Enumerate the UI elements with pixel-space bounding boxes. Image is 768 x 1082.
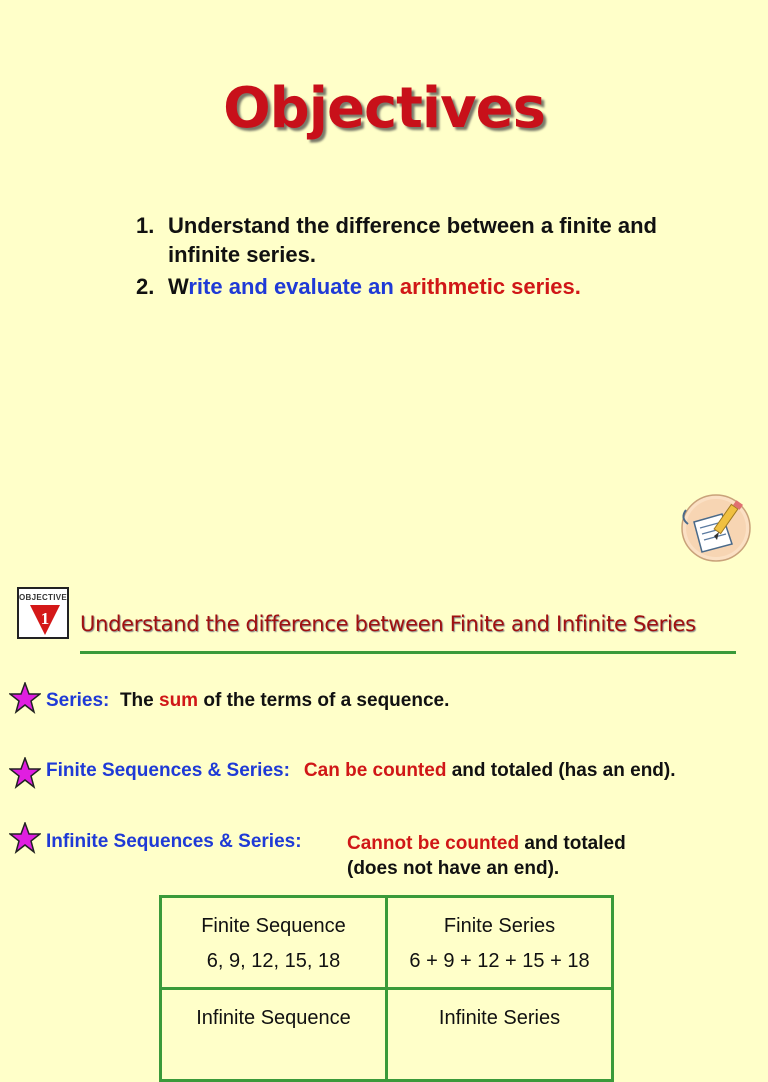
cell-value: 6, 9, 12, 15, 18	[206, 950, 341, 972]
section-heading: Understand the difference between Finite and Infinite Series	[80, 612, 696, 636]
objective-text	[168, 272, 688, 301]
definition-text: and totaled (has an end).	[446, 760, 676, 781]
definition-infinite-term	[46, 831, 302, 853]
star-icon	[9, 682, 41, 719]
objective-badge-label: OBJECTIVE	[19, 593, 68, 602]
objective-text-part: W	[168, 274, 189, 299]
definition-text: Can be counted	[303, 760, 447, 781]
table-cell	[387, 897, 613, 989]
cell-value: 6 + 9 + 12 + 15 + 18	[409, 950, 590, 972]
definition-infinite-text	[347, 831, 626, 881]
definition-text: (does not have an end).	[347, 858, 560, 879]
definition-text: Cannot be counted	[347, 833, 520, 854]
table-cell	[161, 989, 387, 1081]
cell-title: Finite Series	[443, 915, 556, 937]
table-row	[161, 989, 613, 1081]
objective-text-part: rite and evaluate an	[188, 274, 400, 299]
notepad-pencil-icon	[676, 492, 754, 562]
definition-text: The	[119, 690, 159, 711]
definition-text: of the terms of a sequence.	[198, 690, 450, 711]
objective-badge	[17, 587, 69, 639]
table-cell	[387, 989, 613, 1081]
definition-term: Finite Sequences & Series:	[46, 760, 290, 781]
objective-number: 1.	[136, 213, 155, 238]
star-icon	[9, 757, 41, 794]
objective-text-part: arithmetic series.	[399, 274, 581, 299]
cell-title: Finite Sequence	[201, 915, 346, 937]
table-cell	[161, 897, 387, 989]
definition-finite	[46, 760, 766, 782]
objective-number: 2.	[136, 274, 155, 299]
objective-badge-number: 1	[40, 609, 50, 628]
heading-underline	[80, 651, 736, 654]
definition-term: Infinite Sequences & Series:	[46, 831, 302, 852]
cell-title: Infinite Sequence	[196, 1007, 351, 1029]
definition-term: Series:	[46, 690, 110, 711]
definition-text: sum	[159, 690, 199, 711]
definition-series	[46, 690, 449, 712]
definition-text: and totaled	[519, 833, 626, 854]
slide-title: Objectives	[223, 76, 545, 141]
series-comparison-table	[159, 895, 614, 1082]
cell-title: Infinite Series	[438, 1007, 561, 1029]
table-row	[161, 897, 613, 989]
star-icon	[9, 822, 41, 859]
objective-text: Understand the difference between a finite and infinite series.	[168, 213, 657, 267]
